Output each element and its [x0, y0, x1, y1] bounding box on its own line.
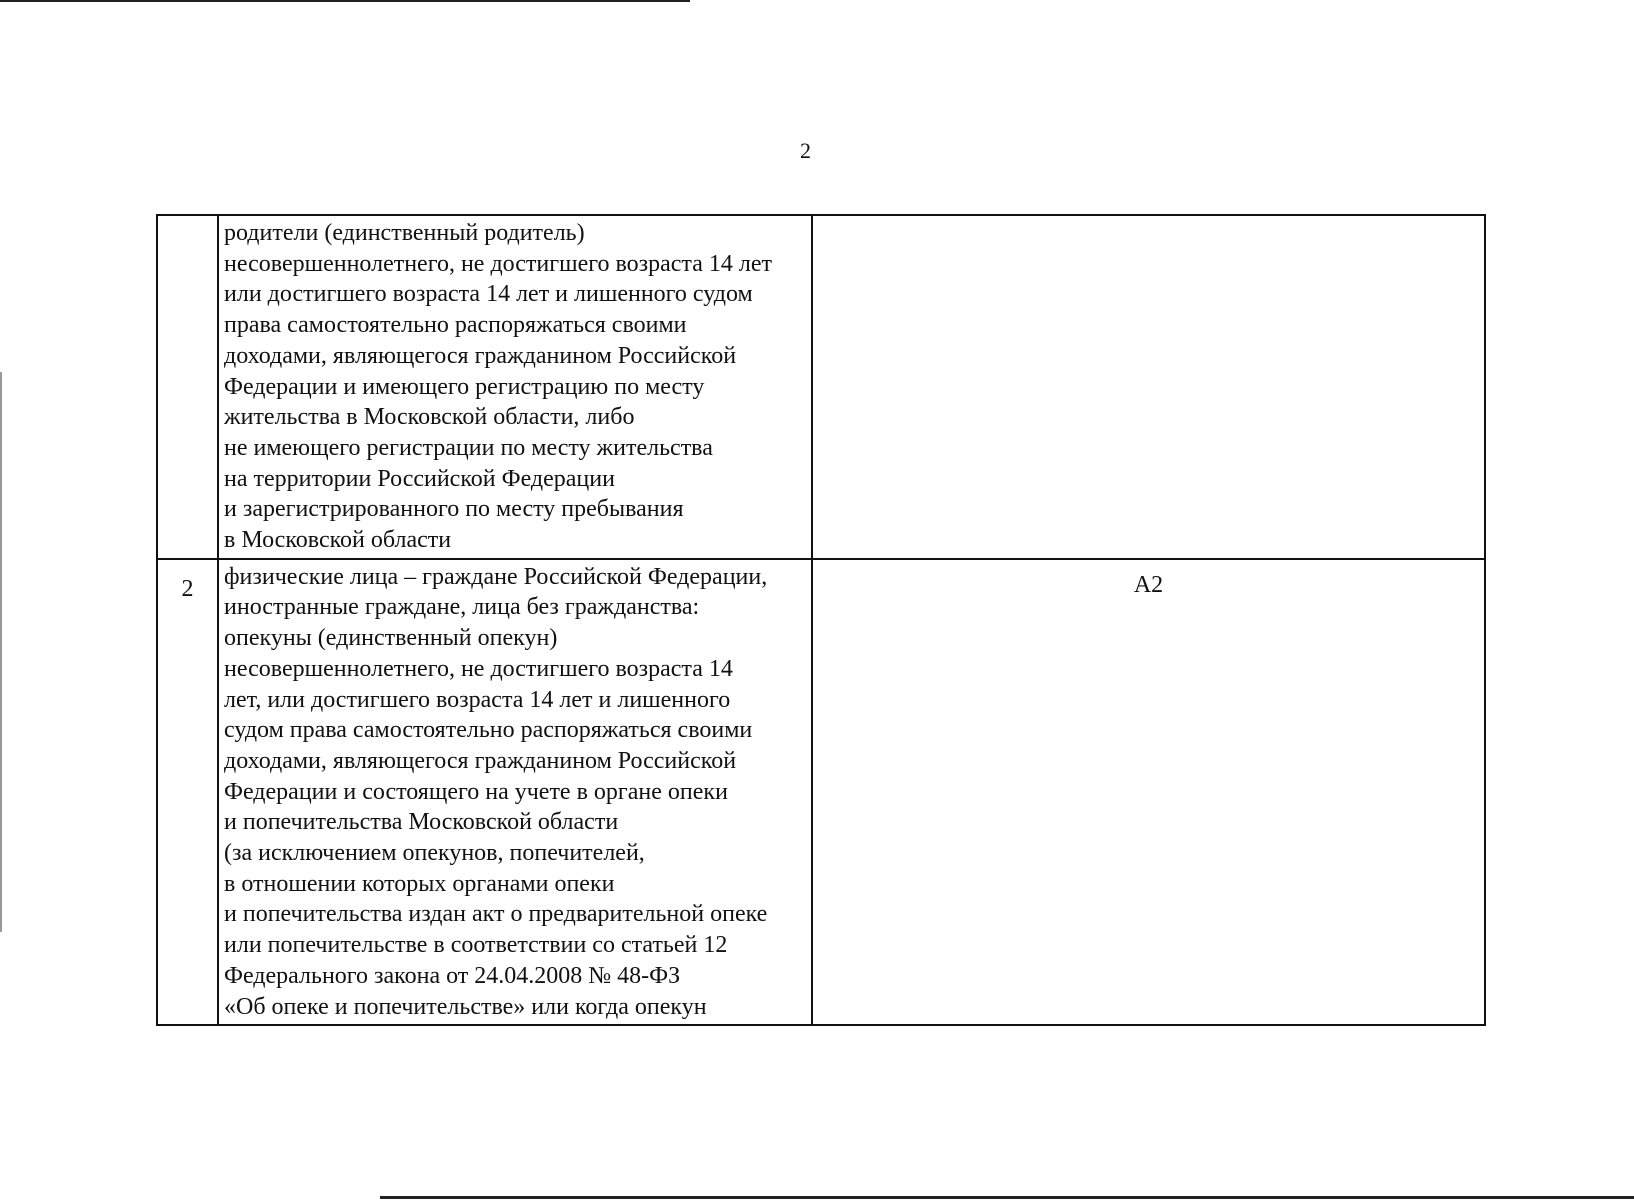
scan-edge-bottom	[380, 1196, 1634, 1199]
page-number: 2	[800, 138, 811, 163]
description-line: иностранные граждане, лица без гражданства:	[224, 594, 700, 621]
description-line: доходами, являющегося гражданином Российской	[224, 342, 737, 369]
document-table	[156, 214, 1486, 1026]
scan-edge-top	[0, 0, 690, 2]
description-line: «Об опеке и попечительстве» или когда опекун	[224, 993, 707, 1020]
description-line: или попечительстве в соответствии со статьей 12	[224, 932, 728, 959]
description-line: доходами, являющегося гражданином Российской	[224, 747, 737, 774]
description-line: несовершеннолетнего, не достигшего возраста 14 лет	[224, 250, 772, 277]
description-line: в отношении которых органами опеки	[224, 870, 615, 897]
description-line: в Московской области	[224, 527, 452, 554]
description-line: родители (единственный родитель)	[224, 220, 585, 246]
description-line: или достигшего возраста 14 лет и лишенного судом	[224, 281, 753, 308]
table-row	[157, 215, 1485, 559]
description-line: жительства в Московской области, либо	[224, 404, 635, 431]
row-code-cell	[812, 215, 1485, 559]
description-line: не имеющего регистрации по месту жительства	[224, 434, 713, 461]
description-line: Федерации и имеющего регистрацию по месту	[224, 373, 705, 400]
table-row	[157, 559, 1485, 1026]
row-number-cell	[157, 215, 218, 559]
description-line: права самостоятельно распоряжаться своими	[224, 312, 687, 339]
scan-edge-left	[0, 372, 2, 932]
description-line: и попечительства издан акт о предварительной опеке	[224, 901, 768, 928]
description-line: физические лица – граждане Российской Федерации,	[224, 563, 768, 590]
description-line: опекуны (единственный опекун)	[224, 625, 558, 652]
description-line: несовершеннолетнего, не достигшего возраста 14	[224, 655, 733, 682]
description-line: (за исключением опекунов, попечителей,	[224, 840, 645, 867]
row-description-cell	[218, 215, 812, 559]
description-line: судом права самостоятельно распоряжаться своими	[224, 717, 753, 744]
description-line: на территории Российской Федерации	[224, 465, 615, 492]
row-description-cell	[218, 559, 812, 1026]
description-line: и зарегистрированного по месту пребывания	[224, 496, 684, 523]
row-code-cell: А2	[812, 559, 1485, 1026]
description-line: Федерального закона от 24.04.2008 № 48-ФЗ	[224, 962, 681, 989]
description-line: Федерации и состоящего на учете в органе опеки	[224, 778, 728, 805]
description-line: лет, или достигшего возраста 14 лет и лишенного	[224, 686, 731, 713]
description-line: и попечительства Московской области	[224, 809, 619, 836]
row-number-cell: 2	[157, 559, 218, 1026]
